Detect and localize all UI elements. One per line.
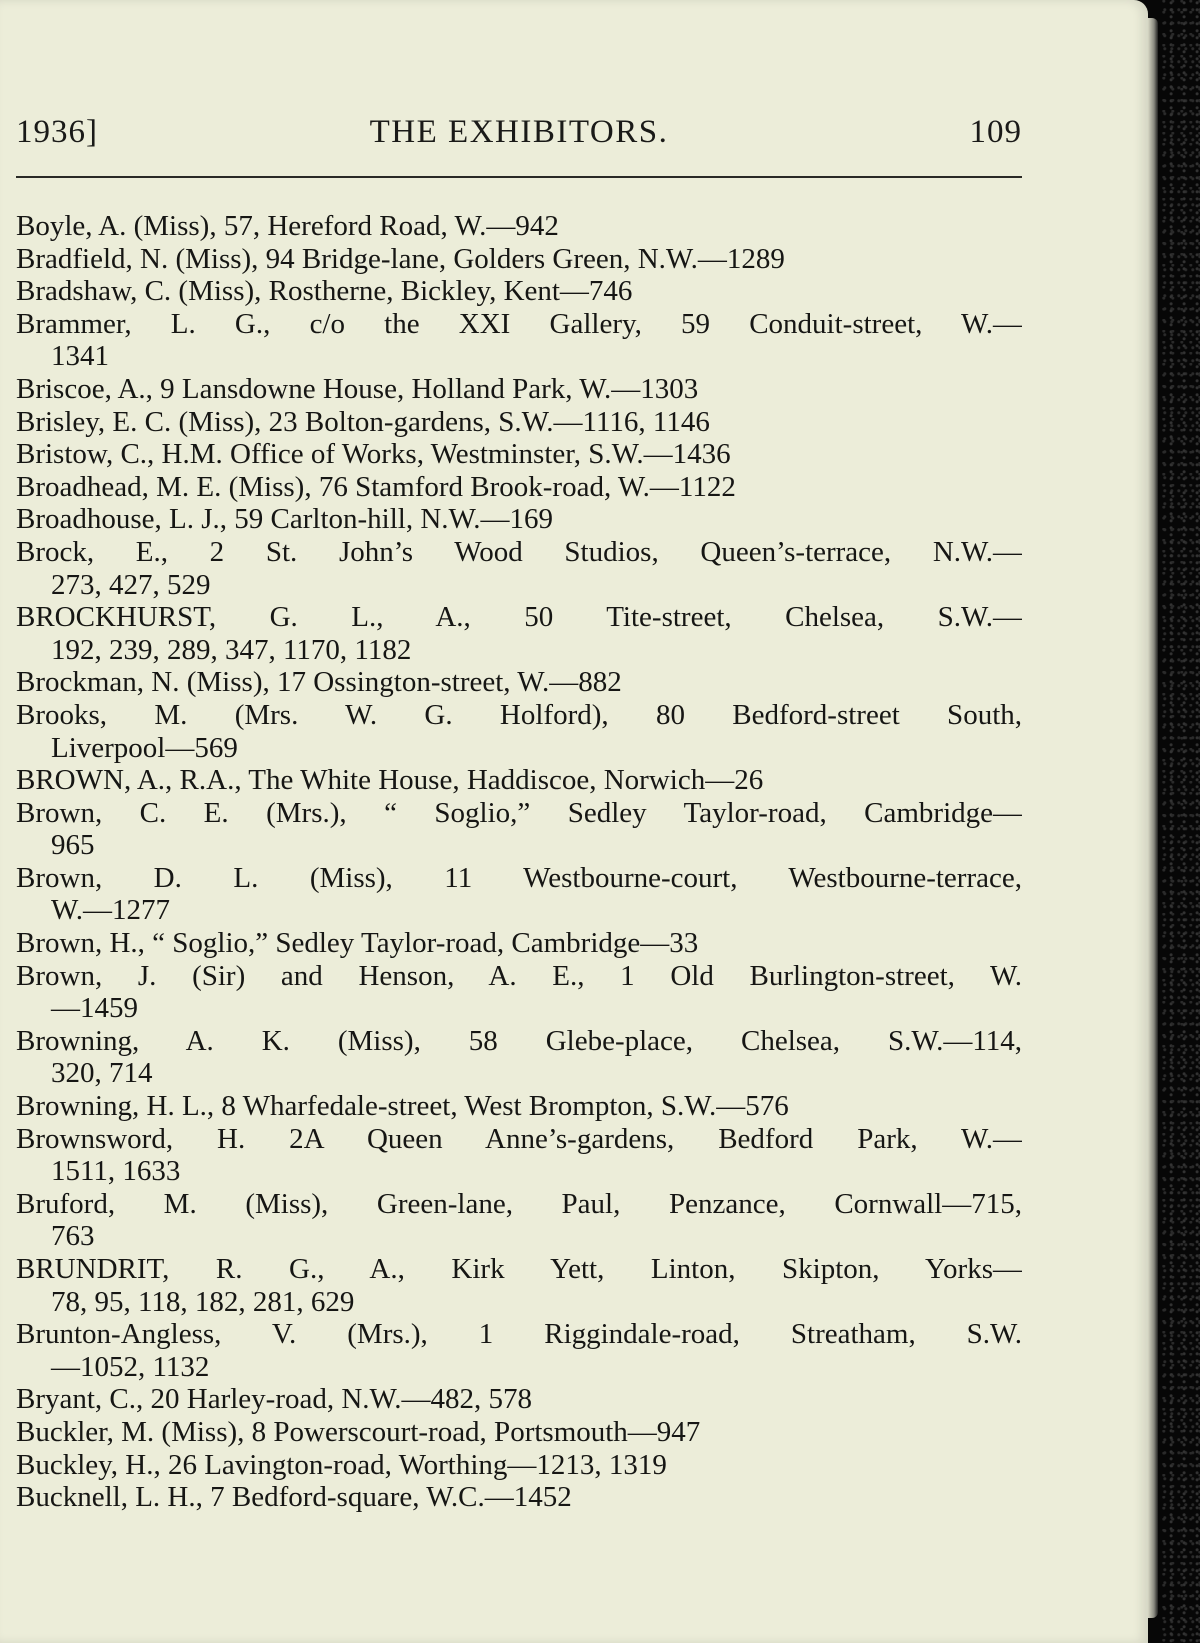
exhibitor-entry: [16, 797, 1022, 862]
entry-continuation-line: —1052, 1132: [51, 1350, 210, 1383]
entry-continuation-line: 1341: [51, 340, 109, 373]
background-speckle: [1162, 0, 1200, 1643]
exhibitor-entry: [16, 764, 1022, 797]
page-edge: [1148, 18, 1158, 1618]
entry-line: Buckley, H., 26 Lavington-road, Worthing—1213, 1319: [16, 1448, 667, 1481]
entry-line: Bruford, M. (Miss), Green-lane, Paul, Penzance, Cornwall—715,: [16, 1187, 1022, 1220]
entry-line: Brunton-Angless, V. (Mrs.), 1 Riggindale-road, Streatham, S.W.: [16, 1318, 1022, 1351]
entry-line: Buckler, M. (Miss), 8 Powerscourt-road, Portsmouth—947: [16, 1415, 701, 1448]
entry-line: Briscoe, A., 9 Lansdowne House, Holland Park, W.—1303: [16, 372, 699, 405]
entry-line: BROWN, A., R.A., The White House, Haddiscoe, Norwich—26: [16, 764, 764, 797]
entry-line: Brock, E., 2 St. John’s Wood Studios, Queen’s-terrace, N.W.—: [16, 535, 1022, 568]
exhibitor-entry: [16, 862, 1022, 927]
exhibitor-entry: [16, 1318, 1022, 1383]
entry-continuation-line: W.—1277: [51, 894, 170, 927]
exhibitor-entry: [16, 373, 1022, 406]
exhibitor-entry: [16, 308, 1022, 373]
exhibitor-entry: [16, 536, 1022, 601]
exhibitor-entry: [16, 601, 1022, 666]
entry-line: Broadhead, M. E. (Miss), 76 Stamford Brook-road, W.—1122: [16, 470, 736, 503]
header-year: 1936]: [16, 114, 98, 150]
exhibitor-list: [16, 210, 1022, 1514]
entry-line: Brown, D. L. (Miss), 11 Westbourne-court, Westbourne-terrace,: [16, 861, 1022, 894]
exhibitor-entry: [16, 1090, 1022, 1123]
exhibitor-entry: [16, 210, 1022, 243]
entry-continuation-line: 763: [51, 1220, 95, 1253]
entry-continuation-line: —1459: [51, 992, 138, 1025]
exhibitor-entry: [16, 275, 1022, 308]
exhibitor-entry: [16, 1449, 1022, 1482]
entry-continuation-line: 320, 714: [51, 1057, 153, 1090]
entry-line: Bradfield, N. (Miss), 94 Bridge-lane, Golders Green, N.W.—1289: [16, 242, 785, 275]
page-number: 109: [969, 114, 1022, 150]
exhibitor-entry: [16, 1481, 1022, 1514]
entry-line: Bradshaw, C. (Miss), Rostherne, Bickley, Kent—746: [16, 275, 633, 308]
entry-line: Brockman, N. (Miss), 17 Ossington-street, W.—882: [16, 666, 622, 699]
entry-line: Bristow, C., H.M. Office of Works, Westminster, S.W.—1436: [16, 438, 731, 471]
exhibitor-entry: [16, 243, 1022, 276]
exhibitor-entry: [16, 960, 1022, 1025]
exhibitor-entry: [16, 503, 1022, 536]
running-header: [16, 114, 1022, 170]
entry-line: Broadhouse, L. J., 59 Carlton-hill, N.W.—169: [16, 503, 553, 536]
exhibitor-entry: [16, 1253, 1022, 1318]
entry-continuation-line: 1511, 1633: [51, 1155, 181, 1188]
entry-continuation-line: 192, 239, 289, 347, 1170, 1182: [51, 633, 412, 666]
entry-line: Browning, A. K. (Miss), 58 Glebe-place, Chelsea, S.W.—114,: [16, 1024, 1022, 1057]
exhibitor-entry: [16, 1188, 1022, 1253]
entry-line: Boyle, A. (Miss), 57, Hereford Road, W.—942: [16, 210, 559, 242]
exhibitor-entry: [16, 927, 1022, 960]
entry-line: Bucknell, L. H., 7 Bedford-square, W.C.—1452: [16, 1481, 572, 1514]
entry-continuation-line: 273, 427, 529: [51, 568, 211, 601]
entry-line: Brammer, L. G., c/o the XXI Gallery, 59 Conduit-street, W.—: [16, 307, 1022, 340]
entry-line: BRUNDRIT, R. G., A., Kirk Yett, Linton, Skipton, Yorks—: [16, 1253, 1022, 1285]
entry-line: Brown, C. E. (Mrs.), “ Soglio,” Sedley Taylor-road, Cambridge—: [16, 796, 1022, 829]
entry-line: Brisley, E. C. (Miss), 23 Bolton-gardens, S.W.—1116, 1146: [16, 405, 710, 438]
exhibitor-entry: [16, 1025, 1022, 1090]
entry-line: Brownsword, H. 2A Queen Anne’s-gardens, Bedford Park, W.—: [16, 1122, 1022, 1155]
exhibitor-entry: [16, 1383, 1022, 1416]
exhibitor-entry: [16, 666, 1022, 699]
entry-continuation-line: 965: [51, 829, 95, 862]
exhibitor-entry: [16, 1416, 1022, 1449]
exhibitor-entry: [16, 438, 1022, 471]
page-title: THE EXHIBITORS.: [369, 114, 669, 150]
entry-line: BROCKHURST, G. L., A., 50 Tite-street, Chelsea, S.W.—: [16, 601, 1022, 634]
entry-line: Browning, H. L., 8 Wharfedale-street, West Brompton, S.W.—576: [16, 1090, 789, 1123]
entry-line: Brooks, M. (Mrs. W. G. Holford), 80 Bedford-street South,: [16, 698, 1022, 731]
entry-line: Brown, J. (Sir) and Henson, A. E., 1 Old Burlington-street, W.: [16, 959, 1022, 992]
exhibitor-entry: [16, 471, 1022, 504]
entry-continuation-line: 78, 95, 118, 182, 281, 629: [51, 1285, 355, 1318]
exhibitor-entry: [16, 406, 1022, 439]
entry-continuation-line: Liverpool—569: [51, 731, 238, 764]
header-rule: [16, 176, 1022, 178]
exhibitor-entry: [16, 699, 1022, 764]
exhibitor-entry: [16, 1123, 1022, 1188]
entry-line: Bryant, C., 20 Harley-road, N.W.—482, 578: [16, 1383, 533, 1416]
entry-line: Brown, H., “ Soglio,” Sedley Taylor-road, Cambridge—33: [16, 927, 699, 960]
